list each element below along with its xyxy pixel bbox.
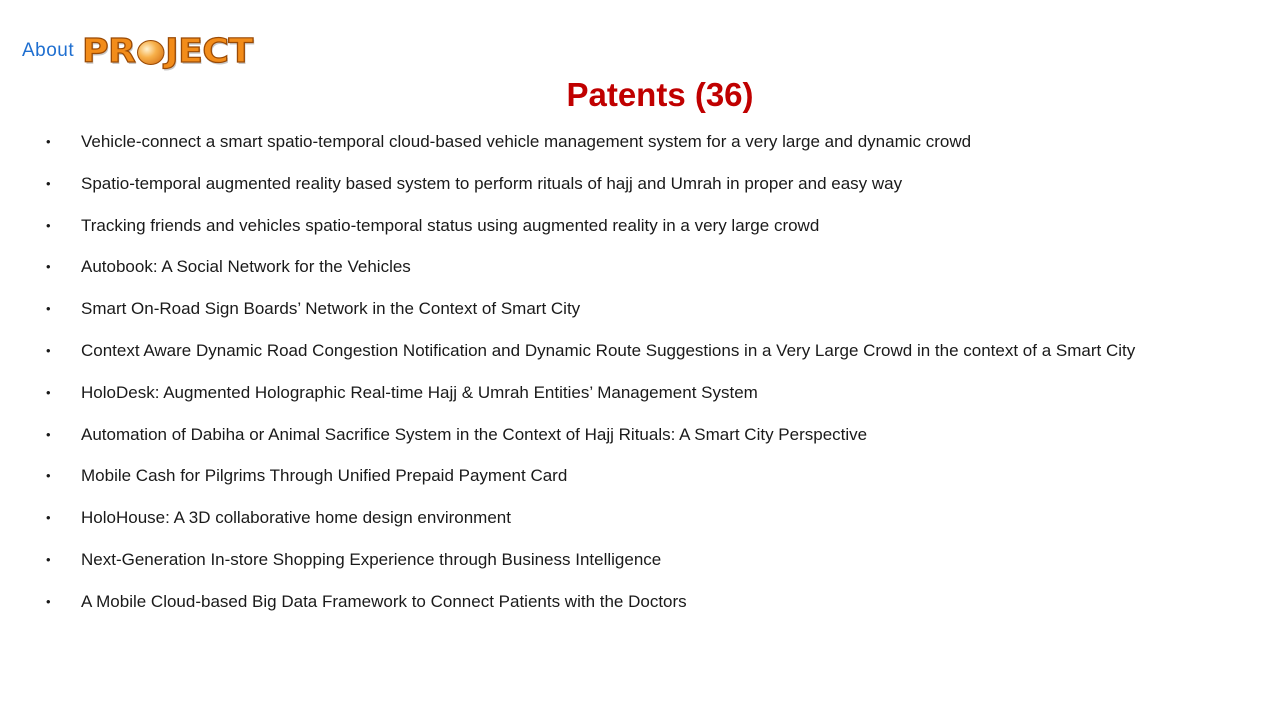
logo-text-start: PR — [82, 30, 136, 70]
list-item — [46, 254, 1246, 280]
list-item — [46, 296, 1246, 322]
bullet-icon: • — [46, 384, 51, 400]
list-item — [46, 338, 1246, 364]
list-item — [46, 213, 1246, 239]
patent-text: A Mobile Cloud-based Big Data Framework to Connect Patients with the Doctors — [81, 591, 687, 611]
bullet-icon: • — [46, 426, 51, 442]
list-item — [46, 129, 1246, 155]
patent-text: Autobook: A Social Network for the Vehicles — [81, 257, 411, 277]
bullet-icon: • — [46, 468, 51, 484]
header — [22, 30, 253, 70]
logo-wordmark — [82, 30, 253, 70]
patent-text: Mobile Cash for Pilgrims Through Unified Prepaid Payment Card — [81, 466, 568, 486]
bullet-icon: • — [46, 134, 51, 149]
project-logo — [82, 30, 253, 70]
patent-text: Context Aware Dynamic Road Congestion Notification and Dynamic Route Suggestions in a Very Large Crowd in the context of a Smart City — [81, 340, 1136, 360]
bullet-icon: • — [46, 217, 51, 233]
bullet-icon: • — [46, 301, 51, 317]
patent-text: Spatio-temporal augmented reality based system to perform rituals of hajj and Umrah in proper and easy way — [81, 173, 903, 193]
bullet-icon: • — [46, 510, 51, 526]
list-item — [46, 589, 1246, 615]
bullet-icon: • — [46, 342, 51, 358]
logo-text-end: JECT — [165, 30, 253, 70]
list-item — [46, 422, 1246, 448]
page-title: Patents (36) — [566, 76, 754, 113]
about-label: About — [22, 40, 75, 61]
bullet-icon: • — [46, 259, 51, 275]
list-item — [46, 547, 1246, 573]
list-item — [46, 380, 1246, 406]
patent-text: Next-Generation In-store Shopping Experience through Business Intelligence — [81, 549, 662, 569]
patent-text: HoloHouse: A 3D collaborative home design environment — [81, 508, 511, 528]
list-item — [46, 463, 1246, 489]
patent-text: Tracking friends and vehicles spatio-temporal status using augmented reality in a very large crowd — [81, 215, 820, 235]
globe-icon — [137, 40, 165, 65]
bullet-icon: • — [46, 551, 51, 567]
list-item — [46, 171, 1246, 197]
patent-text: Smart On-Road Sign Boards’ Network in the Context of Smart City — [81, 299, 581, 319]
patent-list — [46, 129, 1246, 631]
list-item — [46, 505, 1246, 531]
patent-text: Automation of Dabiha or Animal Sacrifice System in the Context of Hajj Rituals: A Smart City Perspective — [81, 424, 868, 444]
patent-text: HoloDesk: Augmented Holographic Real-time Hajj & Umrah Entities’ Management System — [81, 382, 758, 402]
bullet-icon: • — [46, 175, 51, 191]
bullet-icon: • — [46, 593, 51, 609]
patent-text: Vehicle-connect a smart spatio-temporal cloud-based vehicle management system for a very large and dynamic crowd — [81, 132, 972, 151]
